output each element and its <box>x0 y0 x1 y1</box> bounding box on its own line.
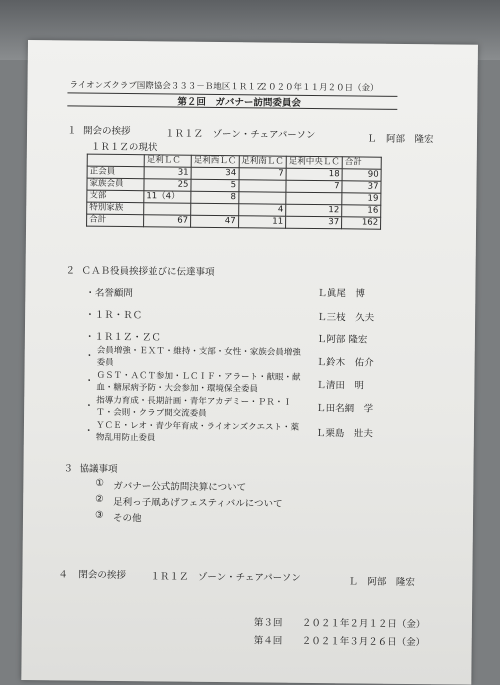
table-header-cell: 足利西ＬＣ <box>191 155 239 167</box>
list-item: 会員増強・ＥＸＴ・維持・支部・女性・家族会員増強 <box>96 345 301 358</box>
section-4-label: 閉会の挨拶 <box>78 569 126 582</box>
section-1-number: １ <box>66 125 77 137</box>
membership-table <box>86 154 382 230</box>
list-item: その他 <box>112 512 142 525</box>
org-name: ライオンズクラブ国際協会３３３－Ｂ地区１Ｒ１Ｚ <box>69 80 265 93</box>
table-cell: 11 <box>238 216 286 228</box>
table-cell: 7 <box>239 168 287 180</box>
list-item-person: Ｌ田名網 学 <box>316 403 374 415</box>
list-item-marker: ③ <box>94 509 104 521</box>
list-item-person: Ｌ三枝 久夫 <box>317 312 375 324</box>
table-cell <box>144 203 191 215</box>
table-header-cell: 足利ＬＣ <box>144 155 191 167</box>
section-4-person: Ｌ 阿部 隆宏 <box>348 576 415 589</box>
section-1-label: 開会の挨拶 <box>82 125 131 138</box>
table-cell: 19 <box>342 193 381 205</box>
table-cell: 34 <box>191 167 239 179</box>
table-cell: 11（4） <box>144 191 191 203</box>
table-cell: 90 <box>342 169 381 181</box>
section-2-number: ２ <box>65 265 76 277</box>
list-item-bullet: ・ <box>84 400 94 412</box>
list-item-bullet: ・ <box>83 425 94 437</box>
document-page <box>21 40 478 685</box>
table-cell: 25 <box>144 179 191 191</box>
table-cell: 16 <box>342 205 381 217</box>
list-item-person: Ｌ眞尾 博 <box>317 288 365 300</box>
list-item-bullet: ・ <box>84 350 95 362</box>
list-item: ガバナー公式訪問決算について <box>113 480 247 494</box>
table-cell: 特別家族 <box>87 202 144 215</box>
list-item-person: Ｌ阿部 隆宏 <box>316 334 368 346</box>
schedule-date: ２０２１年２月１２日（金） <box>301 617 426 631</box>
table-cell: 12 <box>286 204 342 217</box>
list-item-person: Ｌ鈴木 佑介 <box>316 357 374 369</box>
table-cell: 正会員 <box>87 166 144 179</box>
list-item: 物乱用防止委員 <box>95 432 156 444</box>
status-title: １Ｒ１Ｚの現状 <box>90 141 158 154</box>
table-cell: 37 <box>286 216 342 229</box>
table-header-cell <box>87 154 144 167</box>
table-cell: 18 <box>286 168 342 181</box>
table-cell: 8 <box>191 191 239 203</box>
table-cell: 4 <box>238 204 286 216</box>
list-item: ・１Ｒ１Ｚ・ＺＣ <box>84 331 161 344</box>
schedule-date: ２０２１年３月２６日（金） <box>301 635 426 649</box>
list-item: 足利っ子凧あげフェスティバルについて <box>113 496 283 510</box>
table-cell: 162 <box>342 217 381 229</box>
table-cell: 37 <box>342 181 381 193</box>
list-item-person: Ｌ栗島 壯夫 <box>315 428 373 440</box>
list-item: ・名誉顧問 <box>85 287 133 300</box>
section-3-label: 協議事項 <box>79 463 118 475</box>
table-cell: 家族会員 <box>87 178 144 191</box>
document-date: ２０２０年１１月２０日（金） <box>259 82 379 94</box>
list-item: ＧＳＴ・ＡＣＴ参加・ＬＣＩＦ・アラート・献眼・献 <box>96 370 301 383</box>
list-item-person: Ｌ清田 明 <box>316 380 364 392</box>
list-item-bullet: ・ <box>84 375 95 387</box>
section-1-role: １Ｒ１Ｚ ゾーン・チェアパーソン <box>164 128 316 142</box>
list-item: ＹＣＥ・レオ・青少年育成・ライオンズクエスト・薬 <box>95 420 300 433</box>
table-cell: 7 <box>286 180 342 193</box>
list-item: ・１Ｒ・ＲＣ <box>85 309 143 322</box>
table-header-cell: 合計 <box>342 157 381 169</box>
schedule-round: 第４回 <box>253 635 283 647</box>
table-header-cell: 足利南ＬＣ <box>239 156 287 168</box>
list-item-marker: ② <box>95 493 104 505</box>
section-4-number: ４ <box>58 569 68 581</box>
table-header-cell: 足利中央ＬＣ <box>286 156 342 169</box>
table-cell: 47 <box>191 215 239 227</box>
section-3-number: ３ <box>63 463 74 475</box>
list-item-marker: ① <box>95 477 104 489</box>
table-cell: 67 <box>144 215 191 227</box>
page-title: 第２回 ガバナー訪問委員会 <box>177 96 301 109</box>
list-item: 委員 <box>96 357 114 368</box>
section-2-label: ＣＡＢ役員挨拶並びに伝達事項 <box>81 265 215 278</box>
table-cell: 31 <box>144 167 191 179</box>
table-cell <box>191 203 239 215</box>
list-item: Ｔ・会則・クラブ間交流委員 <box>96 407 207 419</box>
table-cell <box>238 180 286 192</box>
table-cell: 支部 <box>87 190 144 203</box>
table-cell <box>238 192 286 204</box>
section-4-role: １Ｒ１Ｚ ゾーン・チェアパーソン <box>150 571 301 584</box>
table-cell <box>286 192 342 205</box>
table-cell: 5 <box>191 179 239 191</box>
schedule-round: 第３回 <box>253 617 283 629</box>
section-1-person: Ｌ 阿部 隆宏 <box>366 133 434 146</box>
table-cell: 合計 <box>87 214 144 227</box>
table-row <box>87 214 381 229</box>
list-item: 血・糖尿病予防・大会参加・環境保全委員 <box>96 382 258 395</box>
list-item: 指導力育成・長期計画・青年アカデミー・ＰＲ・Ｉ <box>96 395 292 408</box>
